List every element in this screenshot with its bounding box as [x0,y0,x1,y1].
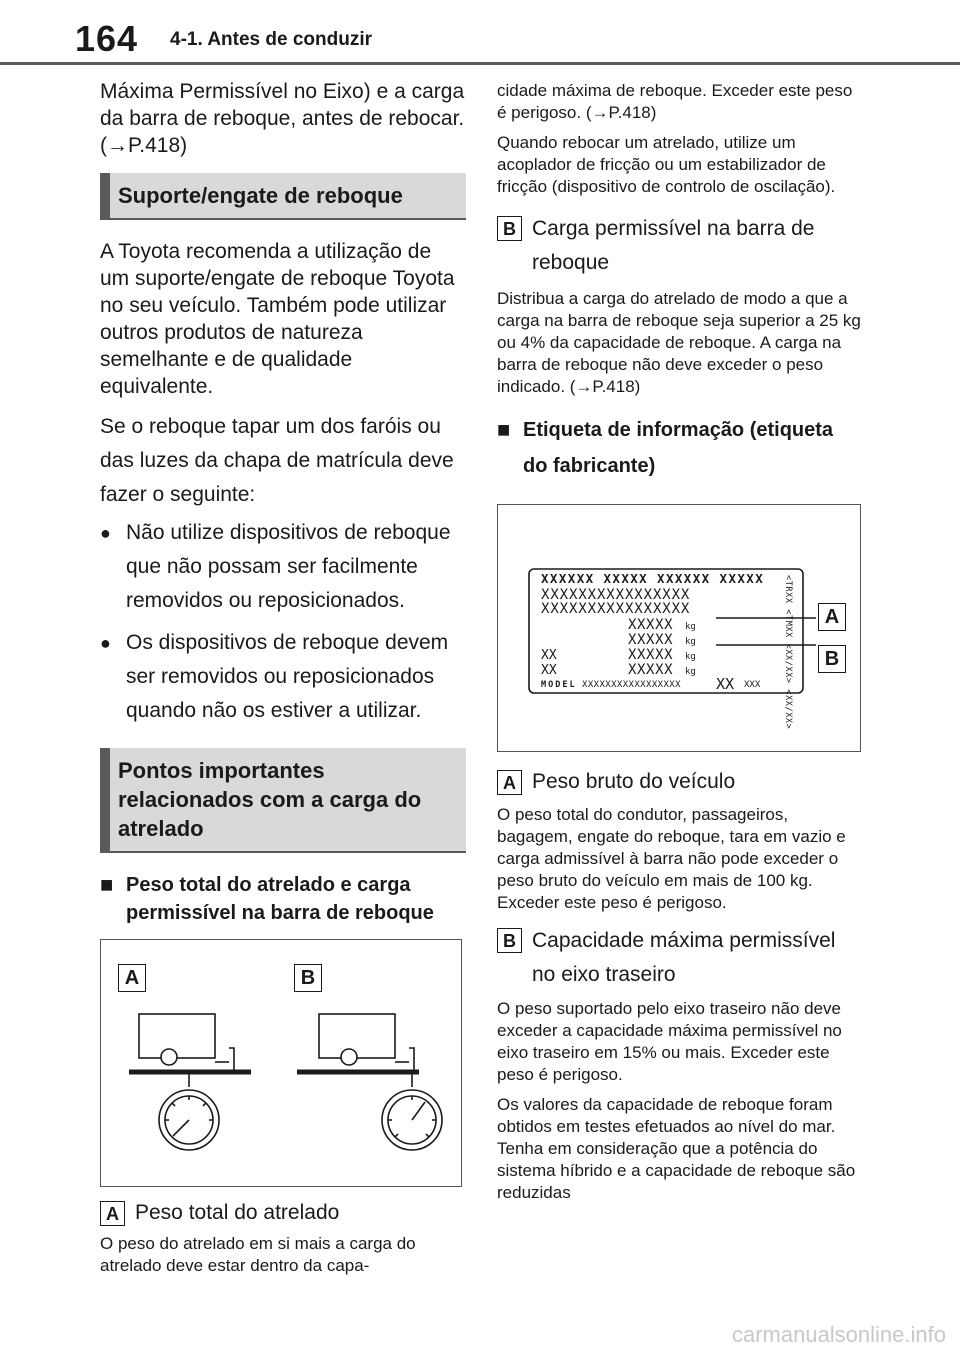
item-a2-text: O peso total do condutor, passageiros, bagagem, engate do reboque, tara em vazio e carga admissível à barra não pode exceder o peso bruto do veículo em mais de 100 kg. Exceder este peso é perigoso. [497,805,846,912]
item-b2-title-row [497,924,862,992]
trailer-body-b [319,1014,395,1058]
item-a2-title: Peso bruto do veículo [532,770,736,793]
item-b-title-row [497,212,862,280]
item-a-title-row [100,1197,466,1229]
subheading-text: Peso total do atrelado e carga permissível na barra de reboque [126,874,434,924]
label-unit: kg [685,652,696,662]
page-header [0,0,960,70]
item-a-badge: A [100,1201,125,1226]
figure-label-b: B [294,964,322,992]
label-model-tail: XXX [744,680,761,690]
label-model-value: XXXXXXXXXXXXXXXXX [582,680,681,690]
trailer-scales-illustration [101,940,461,1186]
paragraph-sea-level: Os valores da capacidade de reboque foram obtidos em testes efetuados ao nível do mar. Tenha em consideração que a potência do sistema híbrido e a capacidade de reboque são reduzidas [497,1095,856,1202]
item-a2-badge: A [497,770,522,795]
subheading-info-label [497,412,862,484]
bullet-item [100,516,466,618]
item-a-text: O peso do atrelado em si mais a carga do atrelado deve estar dentro da capa- [100,1234,416,1275]
label-unit: kg [685,667,696,677]
manufacturer-label-figure [497,504,861,752]
label-weight: XXXXX [628,647,674,663]
item-a-title: Peso total do atrelado [135,1201,340,1224]
item-a2-title-row [497,766,862,798]
item-b2-text: O peso suportado pelo eixo traseiro não deve exceder a capacidade máxima permissível no eixo traseiro em 15% ou mais. Exceder este peso é perigoso. [497,999,842,1084]
bullet-text: Os dispositivos de reboque devem ser removidos ou reposicionados quando não os estiver a utilizar. [126,631,449,722]
intro-paragraph: Máxima Permissível no Eixo) e a carga da barra de reboque, antes de rebocar. (→P.418) [100,80,465,157]
right-column [497,80,862,1212]
continued-paragraph: cidade máxima de reboque. Exceder este peso é perigoso. (→P.418) [497,81,853,122]
bullet-icon: ● [100,633,111,653]
label-weight: XXXXX [628,617,674,633]
item-b2-title: Capacidade máxima permissível no eixo traseiro [532,929,836,986]
watermark-text: carmanualsonline.info [731,1322,946,1347]
bullet-text: Não utilize dispositivos de reboque que não possam ser facilmente removidos ou reposicionados. [126,521,451,612]
label-unit: kg [685,637,696,647]
square-bullet-icon: ■ [497,417,511,442]
label-row-1: XXXXXX XXXXX XXXXXX XXXXX [541,571,765,586]
subheading-total-weight [100,871,466,927]
trailer-scales-figure [100,939,462,1187]
label-weight: XXXXX [628,632,674,648]
bullet-item [100,626,466,728]
label-row-2: XXXXXXXXXXXXXXXX [541,587,691,603]
item-b-title: Carga permissível na barra de reboque [532,217,815,274]
figure-label-a: A [118,964,146,992]
item-b2-badge: B [497,928,522,953]
label-weight: XXXXX [628,662,674,678]
bullet-icon: ● [100,523,111,543]
page-number: 164 [75,18,139,59]
section-heading-trailer-load: Pontos importantes relacionados com a carga do atrelado [100,748,466,853]
square-bullet-icon: ■ [100,872,114,897]
paragraph-friction: Quando rebocar um atrelado, utilize um acoplador de fricção ou um estabilizador de fricção (dispositivo de controlo de oscilação). [497,133,836,196]
section-title: 4-1. Antes de conduzir [170,29,372,50]
figure-label-b: B [818,645,846,673]
label-unit: kg [685,622,696,632]
figure-label-a: A [818,603,846,631]
item-b-badge: B [497,216,522,241]
subheading-text: Etiqueta de informação (etiqueta do fabricante) [523,419,834,477]
trailer-body-a [139,1014,215,1058]
section-heading-tow-hitch: Suporte/engate de reboque [100,173,466,220]
left-column [100,78,466,1285]
label-side-text: <TRXX <TMXX <XX/XX> <XX/XX> [783,575,793,730]
item-b-text: Distribua a carga do atrelado de modo a que a carga na barra de reboque seja superior a 25 kg ou 4% da capacidade de reboque. A carga na barra de reboque não deve exceder o peso indicado. (→P.418) [497,289,861,396]
header-divider [0,62,960,65]
label-xx: XX [541,648,557,663]
label-xx: XX [541,663,557,678]
label-row-3: XXXXXXXXXXXXXXXX [541,601,691,617]
label-model: MODEL [541,680,577,690]
label-model-xx: XX [716,675,735,693]
manufacturer-label-illustration [498,505,860,751]
paragraph-recommendation: A Toyota recomenda a utilização de um suporte/engate de reboque Toyota no seu veículo. Também pode utilizar outros produtos de natureza semelhante e de qualidade equivalente. [100,240,455,398]
paragraph-lights: Se o reboque tapar um dos faróis ou das luzes da chapa de matrícula deve fazer o seguinte: [100,415,454,506]
